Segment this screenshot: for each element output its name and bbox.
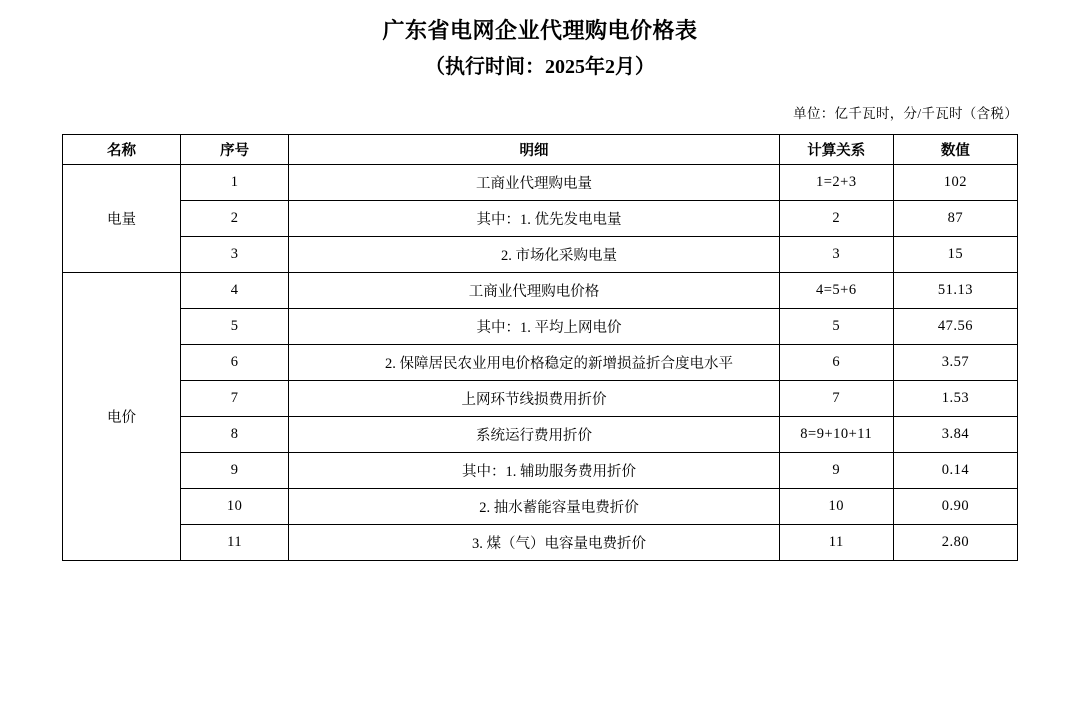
row-detail: 其中：1. 辅助服务费用折价 [289,453,780,489]
row-detail: 系统运行费用折价 [289,417,780,453]
row-detail: 2. 抽水蓄能容量电费折价 [289,489,780,525]
row-seq: 1 [181,165,289,201]
row-detail: 其中：1. 平均上网电价 [289,309,780,345]
row-seq: 2 [181,201,289,237]
table-row [63,381,1018,417]
row-relation: 9 [779,453,893,489]
row-seq: 4 [181,273,289,309]
row-value: 3.57 [893,345,1017,381]
row-detail: 工商业代理购电量 [289,165,780,201]
header-detail: 明细 [289,135,780,165]
title-block [0,0,1080,84]
row-value: 15 [893,237,1017,273]
row-seq: 9 [181,453,289,489]
header-value: 数值 [893,135,1017,165]
row-value: 3.84 [893,417,1017,453]
row-relation: 5 [779,309,893,345]
table-row [63,309,1018,345]
page-subtitle: （执行时间：2025年2月） [425,56,655,78]
row-relation: 3 [779,237,893,273]
row-relation: 4=5+6 [779,273,893,309]
table-row [63,525,1018,561]
row-relation: 7 [779,381,893,417]
unit-note: 单位：亿千瓦时，分/千瓦时（含税） [793,106,1018,121]
table-header-row [63,135,1018,165]
row-value: 87 [893,201,1017,237]
table-header [63,135,1018,165]
header-relation: 计算关系 [779,135,893,165]
table-row [63,453,1018,489]
table-row [63,345,1018,381]
row-value: 2.80 [893,525,1017,561]
table-row [63,201,1018,237]
table-row [63,273,1018,309]
table-row [63,237,1018,273]
row-seq: 7 [181,381,289,417]
price-table [62,134,1018,561]
row-value: 0.90 [893,489,1017,525]
table-row [63,165,1018,201]
row-detail: 3. 煤（气）电容量电费折价 [289,525,780,561]
header-name: 名称 [63,135,181,165]
row-value: 47.56 [893,309,1017,345]
row-value: 51.13 [893,273,1017,309]
page-title: 广东省电网企业代理购电价格表 [382,18,698,43]
row-relation: 10 [779,489,893,525]
header-seq: 序号 [181,135,289,165]
table-row [63,489,1018,525]
group-label-quantity: 电量 [63,165,181,273]
row-value: 0.14 [893,453,1017,489]
row-relation: 8=9+10+11 [779,417,893,453]
group-label-price: 电价 [63,273,181,561]
row-detail: 上网环节线损费用折价 [289,381,780,417]
row-detail: 2. 市场化采购电量 [289,237,780,273]
row-seq: 11 [181,525,289,561]
row-seq: 5 [181,309,289,345]
row-detail: 其中：1. 优先发电电量 [289,201,780,237]
row-detail: 2. 保障居民农业用电价格稳定的新增损益折合度电水平 [289,345,780,381]
row-seq: 6 [181,345,289,381]
row-value: 102 [893,165,1017,201]
row-relation: 1=2+3 [779,165,893,201]
table-body [63,165,1018,561]
row-value: 1.53 [893,381,1017,417]
row-seq: 8 [181,417,289,453]
row-seq: 10 [181,489,289,525]
table-row [63,417,1018,453]
row-relation: 2 [779,201,893,237]
row-relation: 6 [779,345,893,381]
row-relation: 11 [779,525,893,561]
row-detail: 工商业代理购电价格 [289,273,780,309]
row-seq: 3 [181,237,289,273]
